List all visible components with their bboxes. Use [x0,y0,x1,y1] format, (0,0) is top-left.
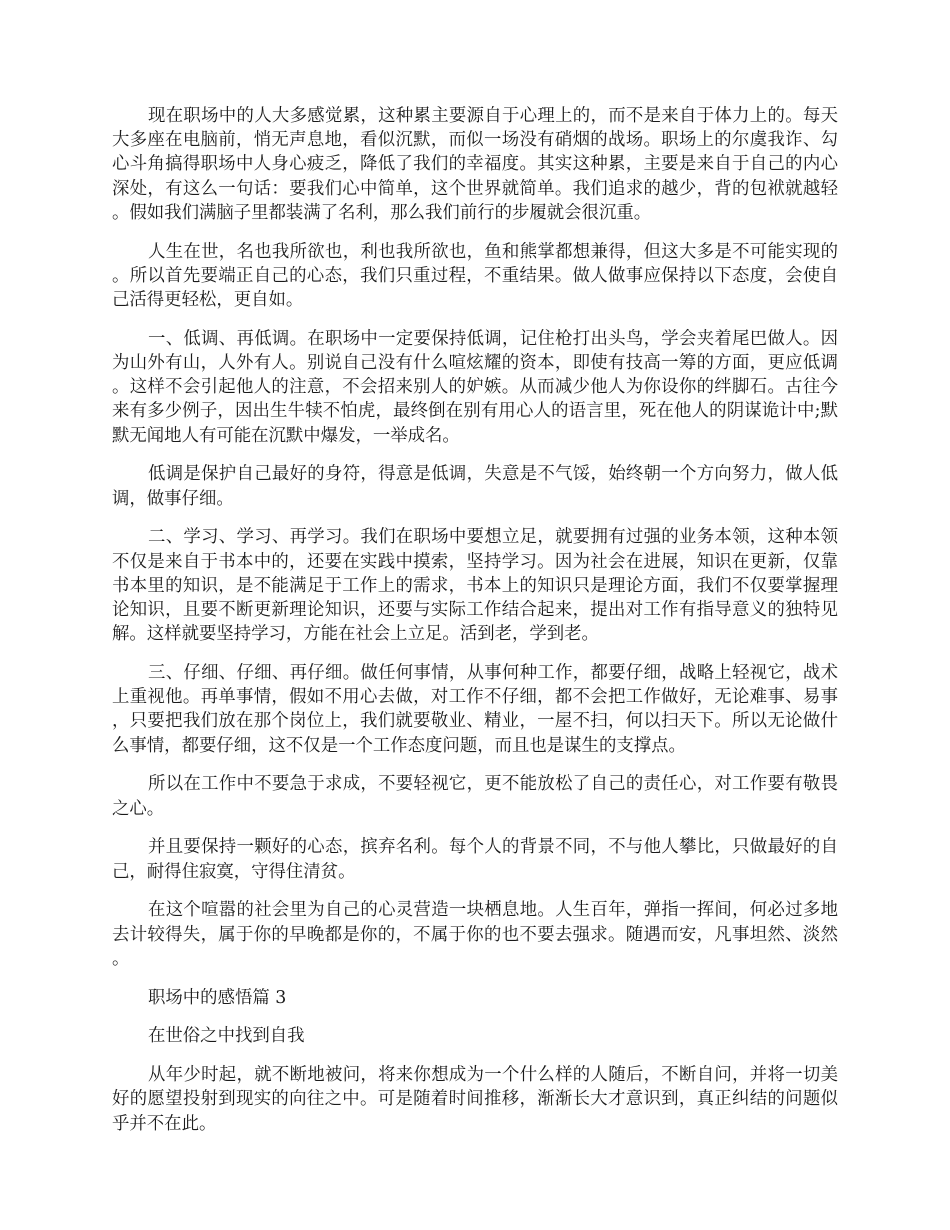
paragraph-good-mindset: 并且要保持一颗好的心态，摈弃名利。每个人的背景不同，不与他人攀比，只做最好的自己，耐得住寂寞，守得住清贫。 [112,837,838,882]
section-subtitle: 在世俗之中找到自我 [148,1026,305,1047]
section-title: 职场中的感悟篇 3 [148,987,287,1008]
paragraph-inner-peace: 在这个喧嚣的社会里为自己的心灵营造一块栖息地。人生百年，弹指一挥间，何必过多地去计较得失，属于你的早晚都是你的，不属于你的也不要去强求。随遇而安，凡事坦然、淡然。 [112,900,838,969]
paragraph-keep-learning: 二、学习、学习、再学习。我们在职场中要想立足，就要拥有过强的业务本领，这种本领不仅是来自于书本中的，还要在实践中摸索，坚持学习。因为社会在进展，知识在更新，仅靠书本里的知识，是不能满足于工作上的需求，书本上的知识只是理论方面，我们不仅要掌握理论知识，且要不断更新理论知识，还要与实际工作结合起来，提出对工作有指导意义的独特见解。这样就要坚持学习，方能在社会上立足。活到老，学到老。 [112,527,838,645]
document-body [112,104,838,1150]
paragraph-life-attitude: 人生在世，名也我所欲也，利也我所欲也，鱼和熊掌都想兼得，但这大多是不可能实现的。所以首先要端正自己的心态，我们只重过程，不重结果。做人做事应保持以下态度，会使自己活得更轻松，更自如。 [112,241,838,311]
paragraph-low-profile-summary: 低调是保护自己最好的身符，得意是低调，失意是不气馁，始终朝一个方向努力，做人低调，做事仔细。 [112,464,838,509]
paragraph-no-haste: 所以在工作中不要急于求成，不要轻视它，更不能放松了自己的责任心，对工作要有敬畏之心。 [112,774,838,819]
paragraph-keep-low-profile: 一、低调、再低调。在职场中一定要保持低调，记住枪打出头鸟，学会夹着尾巴做人。因为山外有山，人外有人。别说自己没有什么喧炫耀的资本，即使有技高一筹的方面，更应低调。这样不会引起他人的注意，不会招来别人的妒嫉。从而减少他人为你设你的绊脚石。古往今来有多少例子，因出生牛犊不怕虎，最终倒在别有用心人的语言里，死在他人的阴谋诡计中;默默无闻地人有可能在沉默中爆发，一举成名。 [112,328,838,446]
paragraph-workplace-fatigue: 现在职场中的人大多感觉累，这种累主要源自于心理上的，而不是来自于体力上的。每天大多座在电脑前，悄无声息地，看似沉默，而似一场没有硝烟的战场。职场上的尔虞我诈、勾心斗角搞得职场中人身心疲乏，降低了我们的幸福度。其实这种累，主要是来自于自己的内心深处，有这么一句话：要我们心中简单，这个世界就简单。我们追求的越少，背的包袱就越轻。假如我们满脑子里都装满了名利，那么我们前行的步履就会很沉重。 [112,106,838,223]
paragraph-finding-self: 从年少时起，就不断地被问，将来你想成为一个什么样的人随后，不断自问，并将一切美好的愿望投射到现实的向往之中。可是随着时间推移，渐渐长大才意识到，真正纠结的问题似乎并不在此。 [112,1065,838,1134]
paragraph-be-careful: 三、仔细、仔细、再仔细。做任何事情，从事何种工作，都要仔细，战略上轻视它，战术上重视他。再单事情，假如不用心去做，对工作不仔细，都不会把工作做好，无论难事、易事，只要把我们放在那个岗位上，我们就要敬业、精业，一屋不扫，何以扫天下。所以无论做什么事情，都要仔细，这不仅是一个工作态度问题，而且也是谋生的支撑点。 [112,663,838,756]
